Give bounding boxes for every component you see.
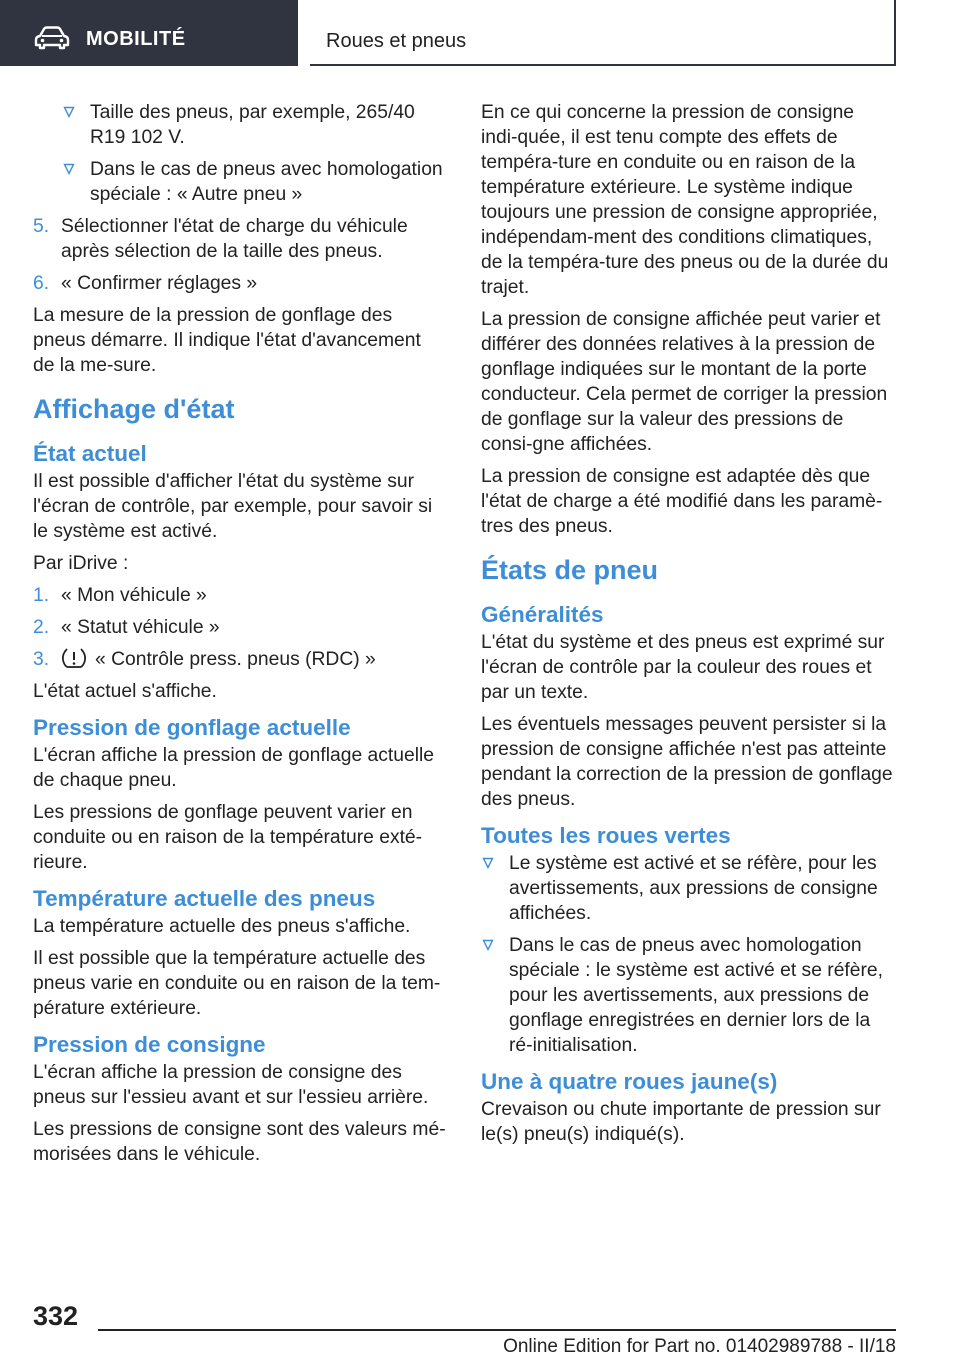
paragraph: Les éventuels messages peuvent persister si la pression de consigne affichée n'est pas atteinte pendant la correction de la pression de gonflage des pneus.: [481, 714, 893, 810]
right-column: [481, 100, 895, 1154]
step-number: 6.: [33, 273, 50, 294]
list-item: [33, 157, 447, 207]
paragraph: L'écran affiche la pression de consigne des pneus sur l'essieu avant et sur l'essieu arrière.: [33, 1062, 429, 1108]
numbered-step: [33, 214, 447, 264]
list-item-text: Taille des pneus, par exemple, 265/40 R19 102 V.: [90, 102, 415, 148]
paragraph: L'état actuel s'affiche.: [33, 681, 217, 702]
page-header: [0, 0, 960, 66]
list-item-text: Le système est activé et se réfère, pour les avertissements, aux pressions de consigne affichées.: [509, 853, 878, 924]
step-number: 5.: [33, 216, 50, 237]
numbered-step: [33, 615, 447, 640]
paragraph: Par iDrive :: [33, 553, 129, 574]
footer-rule: [98, 1329, 896, 1331]
paragraph: La pression de consigne affichée peut varier et différer des données relatives à la pression de gonflage indiquées sur le montant de la porte conducteur. Cela permet de corriger la pression de gonflage sur la valeur des pressions de consi-gne affichées.: [481, 309, 888, 455]
subsection-heading: État actuel: [33, 441, 147, 466]
paragraph: L'écran affiche la pression de gonflage actuelle de chaque pneu.: [33, 745, 435, 791]
paragraph: Crevaison ou chute importante de pression sur le(s) pneu(s) indiqué(s).: [481, 1099, 881, 1145]
step-number: 1.: [33, 585, 50, 606]
list-item: [481, 933, 895, 1058]
step-number: 2.: [33, 617, 50, 638]
step-text: « Confirmer réglages »: [61, 273, 258, 294]
paragraph: Il est possible d'afficher l'état du système sur l'écran de contrôle, par exemple, pour savoir si le système est activé.: [33, 471, 433, 542]
step-text: « Statut véhicule »: [61, 617, 220, 638]
step-number: 3.: [33, 649, 50, 670]
subsection-heading: Pression de consigne: [33, 1032, 266, 1057]
left-column: [33, 100, 447, 1174]
subsection-heading: Toutes les roues vertes: [481, 823, 731, 848]
section-heading: États de pneu: [481, 555, 659, 585]
paragraph: Il est possible que la température actuelle des pneus varie en conduite ou en raison de la tem-pérature extérieure.: [33, 948, 441, 1019]
triangle-bullet-icon: [63, 163, 75, 175]
triangle-bullet-icon: [482, 857, 494, 869]
chapter-title-box: [310, 0, 896, 66]
section-label: MOBILITÉ: [86, 28, 186, 50]
list-item: [481, 851, 895, 926]
subsection-heading: Température actuelle des pneus: [33, 886, 376, 911]
paragraph: En ce qui concerne la pression de consigne indi-quée, il est tenu compte des effets de tempéra-ture en conduite ou en raison de la température extérieure. Le système indique toujours une pression de consigne appropriée, indépendam-ment des conditions climatiques, de la tempéra-ture des pneus ou de la durée du trajet.: [481, 102, 889, 298]
subsection-heading: Pression de gonflage actuelle: [33, 715, 351, 740]
triangle-bullet-icon: [63, 106, 75, 118]
paragraph: La mesure de la pression de gonflage des pneus démarre. Il indique l'état d'avancement de la me-sure.: [33, 305, 421, 376]
step-text: « Contrôle press. pneus (RDC) »: [95, 649, 376, 670]
tire-pressure-warning-icon: [61, 647, 87, 669]
section-tab: [0, 0, 298, 66]
subsection-heading: Une à quatre roues jaune(s): [481, 1069, 778, 1094]
numbered-step: [33, 271, 447, 296]
numbered-step: [33, 583, 447, 608]
list-item: [33, 100, 447, 150]
car-icon: [34, 26, 70, 50]
step-text: « Mon véhicule »: [61, 585, 207, 606]
subsection-heading: Généralités: [481, 602, 604, 627]
page-number: 332: [33, 1301, 79, 1331]
edition-footer: Online Edition for Part no. 01402989788 - II/18: [503, 1336, 896, 1357]
paragraph: Les pressions de gonflage peuvent varier en conduite ou en raison de la température exté-rieure.: [33, 802, 423, 873]
section-heading: Affichage d'état: [33, 394, 235, 424]
chapter-title: Roues et pneus: [326, 30, 467, 52]
step-text: Sélectionner l'état de charge du véhicule après sélection de la taille des pneus.: [61, 216, 408, 262]
list-item-text: Dans le cas de pneus avec homologation spéciale : le système est activé et se réfère, pour les avertissements, aux pressions de gonflage enregistrées en dernier lors de la ré-initialisation.: [509, 935, 884, 1056]
paragraph: Les pressions de consigne sont des valeurs mé-morisées dans le véhicule.: [33, 1119, 446, 1165]
list-item-text: Dans le cas de pneus avec homologation spéciale : « Autre pneu »: [90, 159, 443, 205]
triangle-bullet-icon: [482, 939, 494, 951]
numbered-step: [33, 647, 447, 672]
paragraph: La température actuelle des pneus s'affiche.: [33, 916, 411, 937]
paragraph: La pression de consigne est adaptée dès que l'état de charge a été modifié dans les paramè-tres des pneus.: [481, 466, 883, 537]
paragraph: L'état du système et des pneus est exprimé sur l'écran de contrôle par la couleur des roues et par un texte.: [481, 632, 885, 703]
